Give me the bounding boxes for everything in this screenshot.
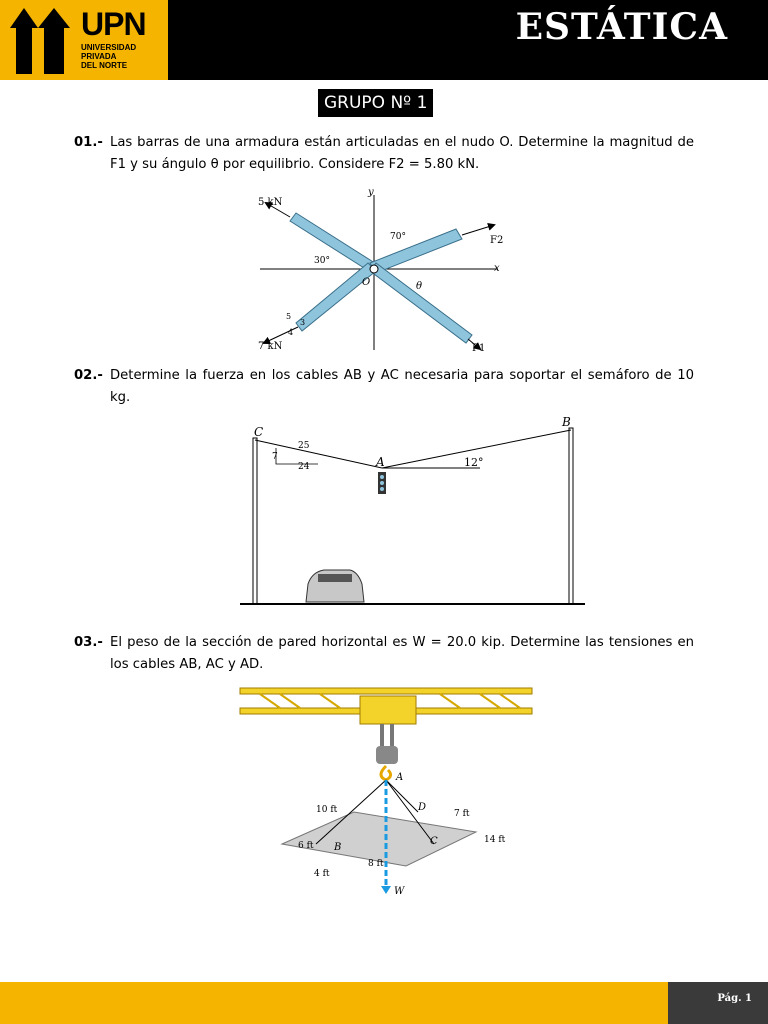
logo-subtitle: UNIVERSIDAD PRIVADA DEL NORTE	[81, 43, 137, 70]
label-25: 25	[298, 441, 310, 451]
figure-traffic-light	[240, 414, 585, 609]
problem-number: 01.-	[74, 135, 103, 150]
label-7kn: 7 kN	[258, 341, 283, 352]
label-b: B	[334, 842, 342, 853]
label-slope4: 4	[288, 328, 294, 337]
label-origin: O	[362, 277, 371, 288]
label-f1: F1	[472, 343, 486, 354]
label-theta: θ	[416, 281, 423, 292]
label-d: D	[418, 802, 427, 813]
label-a: A	[396, 772, 404, 783]
label-10ft: 10 ft	[316, 805, 338, 815]
figure-wall-section	[236, 680, 536, 900]
label-12deg: 12°	[464, 456, 484, 469]
label-24: 24	[298, 462, 310, 472]
problem-text: Determine la fuerza en los cables AB y AC necesaria para soportar el semáforo de 10 kg.	[110, 368, 694, 405]
problem-1	[74, 132, 694, 176]
group-title: GRUPO Nº 1	[318, 89, 433, 117]
label-y: y	[368, 187, 374, 198]
upn-torch-icon	[10, 4, 80, 76]
header-bar	[0, 0, 768, 80]
logo-text: UPN	[81, 6, 146, 42]
truss-bars	[290, 213, 472, 343]
label-a: A	[376, 455, 385, 469]
label-6ft: 6 ft	[298, 841, 314, 851]
label-f2: F2	[490, 235, 504, 246]
label-4ft: 4 ft	[314, 869, 330, 879]
label-slope5: 5	[286, 312, 292, 321]
problem-2	[74, 365, 694, 409]
label-70: 70°	[390, 232, 406, 242]
label-14ft: 14 ft	[484, 835, 506, 845]
label-x: x	[494, 263, 500, 274]
label-slope3: 3	[300, 318, 306, 327]
label-5kn: 5 kN	[258, 197, 283, 208]
figure-truss-joint	[250, 185, 510, 355]
problem-number: 03.-	[74, 635, 103, 650]
problem-3	[74, 632, 694, 676]
label-c: C	[430, 836, 438, 847]
footer-bar	[0, 982, 768, 1024]
problem-number: 02.-	[74, 368, 103, 383]
label-7: 7	[272, 452, 278, 462]
label-b: B	[562, 415, 571, 429]
label-8ft: 8 ft	[368, 859, 384, 869]
university-logo	[0, 0, 168, 80]
label-7ft: 7 ft	[454, 809, 470, 819]
page-number: Pág. 1	[717, 993, 752, 1004]
label-c: C	[254, 425, 264, 439]
problem-text: Las barras de una armadura están articuladas en el nudo O. Determine la magnitud de F1 y su ángulo θ por equilibrio. Considere F2 = 5.80 kN.	[110, 135, 694, 172]
course-title: ESTÁTICA	[515, 6, 728, 48]
label-30: 30°	[314, 256, 330, 266]
label-w: W	[394, 886, 405, 897]
problem-text: El peso de la sección de pared horizontal es W = 20.0 kip. Determine las tensiones en los cables AB, AC y AD.	[110, 635, 694, 672]
